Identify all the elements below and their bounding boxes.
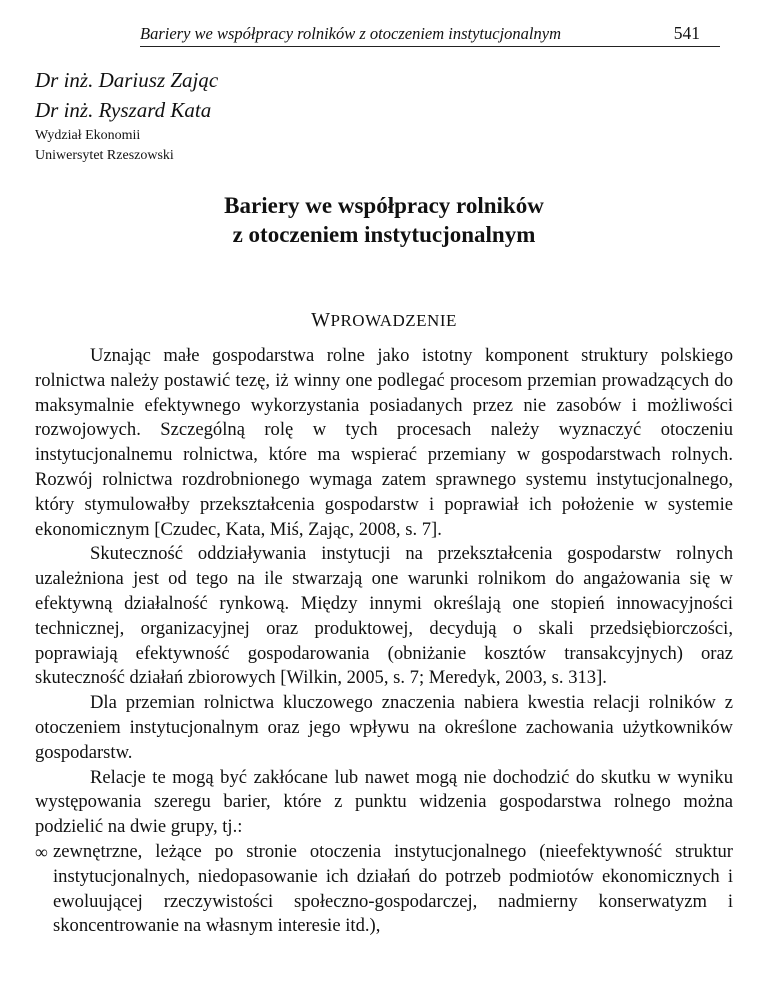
body-text — [35, 344, 733, 939]
running-header-title: Bariery we współpracy rolników z otoczeniem instytucjonalnym — [140, 24, 561, 43]
bullet-symbol: ∞ — [35, 841, 48, 862]
running-header — [140, 22, 720, 46]
section-heading-rest: PROWADZENIE — [330, 311, 457, 330]
page-number: 541 — [673, 23, 700, 43]
paper-title — [35, 191, 733, 249]
list-item-text: zewnętrzne, leżące po stronie otoczenia instytucjonalnego (nieefektywność struktur instytucjonalnych, niedopasowanie ich działań do potrzeb podmiotów ekonomicznych i ewoluującej rzeczywistości społeczno-gospodarczej, nadmierny konserwatyzm i skoncentrowanie na własnym interesie itd.), — [53, 840, 733, 937]
author-name: Dr inż. Dariusz Zając — [35, 68, 219, 92]
header-rule — [140, 46, 720, 47]
affiliation-department: Wydział Ekonomii — [35, 128, 141, 143]
list-item — [35, 840, 733, 939]
author-name: Dr inż. Ryszard Kata — [35, 98, 212, 122]
affiliation-university: Uniwersytet Rzeszowski — [35, 148, 174, 163]
paragraph: Dla przemian rolnictwa kluczowego znaczenia nabiera kwestia relacji rolników z otoczeniem instytucjonalnym oraz jego wpływu na określone zachowania użytkowników gospodarstw. — [35, 692, 733, 763]
paragraph: Uznając małe gospodarstwa rolne jako istotny komponent struktury polskiego rolnictwa należy postawić tezę, iż winny one podlegać procesom przemian prowadzących do maksymalnie efektywnego wykorzystania posiadanych przez nie zasobów i możliwości rozwojowych. Szczególną rolę w tych procesach należy wyznaczyć otoczeniu instytucjonalnemu rolnictwa, które ma wspierać przemiany w gospodarstwach rolnych. Rozwój rolnictwa rozdrobnionego wymaga zatem sprawnego systemu instytucjonalnego, który stymulowałby przekształcenia gospodarstw i poprawiał ich położenie w systemie ekonomicznym [Czudec, Kata, Miś, Zając, 2008, s. 7]. — [35, 345, 733, 540]
paragraph: Skuteczność oddziaływania instytucji na przekształcenia gospodarstw rolnych uzależniona jest od tego na ile stwarzają one warunki rolnikom do angażowania się w efektywną działalność rynkową. Między innymi określają one stopień innowacyjności technicznej, organizacyjnej oraz produktowej, decydują o skali przedsiębiorczości, poprawiają efektywność gospodarowania (obniżanie kosztów transakcyjnych) oraz skuteczność działań zbiorowych [Wilkin, 2005, s. 7; Meredyk, 2003, s. 313]. — [35, 543, 733, 689]
authors-block — [35, 65, 218, 125]
section-heading — [35, 309, 733, 332]
paper-title-line: z otoczeniem instytucjonalnym — [232, 222, 536, 247]
paper-title-line: Bariery we współpracy rolników — [224, 193, 544, 218]
paragraph: Relacje te mogą być zakłócane lub nawet mogą nie dochodzić do skutku w wyniku występowania szeregu barier, które z punktu widzenia gospodarstwa rolnego można podzielić na dwie grupy, tj.: — [35, 766, 733, 838]
affiliation-block — [35, 126, 174, 166]
section-heading-initial: W — [311, 309, 331, 331]
